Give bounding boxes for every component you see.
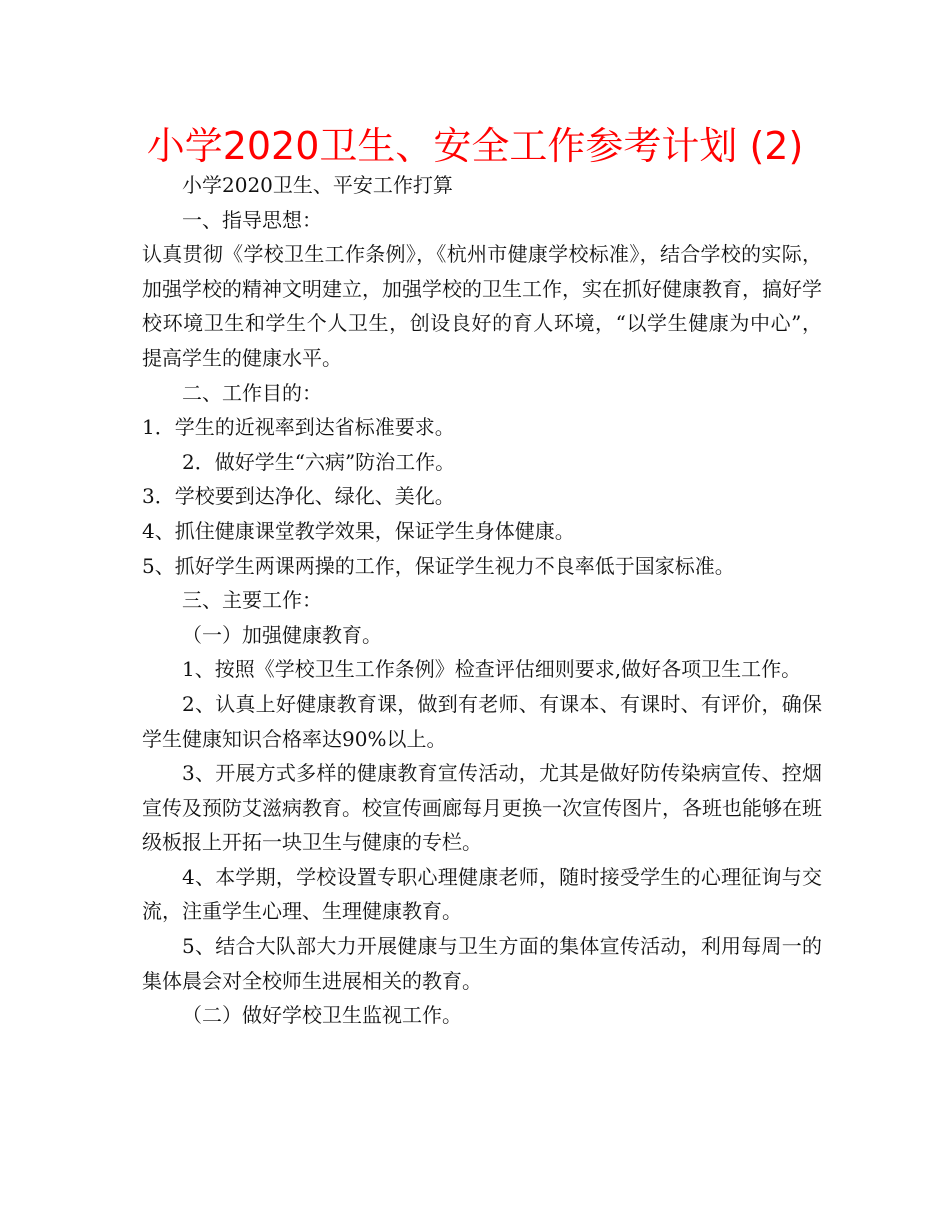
list-item: 3．学校要到达净化、绿化、美化。 — [142, 484, 455, 509]
paragraph-heading-work-goals: 二、工作目的： — [182, 380, 322, 405]
paragraph-subheading: （二）做好学校卫生监视工作。 — [182, 1003, 462, 1028]
paragraph: 2、认真上好健康教育课，做到有老师、有课本、有课时、有评价，确保学生健康知识合格率达90%以上。 — [142, 691, 822, 751]
document-body — [142, 168, 822, 1033]
paragraph-heading-main-work: 三、主要工作： — [182, 588, 322, 613]
paragraph: 认真贯彻《学校卫生工作条例》，《杭州市健康学校标准》，结合学校的实际，加强学校的精神文明建立，加强学校的卫生工作，实在抓好健康教育，搞好学校环境卫生和学生个人卫生，创设良好的育人环境，“以学生健康为中心”，提高学生的健康水平。 — [142, 242, 822, 370]
document-title: 小学2020卫生、安全工作参考计划 (2) — [146, 124, 804, 168]
paragraph-subheading: （一）加强健康教育。 — [182, 622, 382, 647]
paragraph: 3、开展方式多样的健康教育宣传活动，尤其是做好防传染病宣传、控烟宣传及预防艾滋病教育。校宣传画廊每月更换一次宣传图片，各班也能够在班级板报上开拓一块卫生与健康的专栏。 — [142, 761, 822, 855]
paragraph: 4、本学期，学校设置专职心理健康老师，随时接受学生的心理征询与交流，注重学生心理、生理健康教育。 — [142, 864, 822, 924]
list-item: 5、抓好学生两课两操的工作，保证学生视力不良率低于国家标准。 — [142, 553, 735, 578]
list-item: 4、抓住健康课堂教学效果，保证学生身体健康。 — [142, 518, 575, 543]
paragraph-heading-guiding-thought: 一、指导思想： — [182, 207, 322, 232]
paragraph: 1、按照《学校卫生工作条例》检查评估细则要求,做好各项卫生工作。 — [182, 657, 802, 682]
list-item: 1．学生的近视率到达省标准要求。 — [142, 415, 455, 440]
paragraph: 5、结合大队部大力开展健康与卫生方面的集体宣传活动，利用每周一的集体晨会对全校师生进展相关的教育。 — [142, 934, 822, 993]
paragraph-subtitle: 小学2020卫生、平安工作打算 — [182, 173, 453, 197]
list-item: 2．做好学生“六病”防治工作。 — [182, 449, 456, 474]
